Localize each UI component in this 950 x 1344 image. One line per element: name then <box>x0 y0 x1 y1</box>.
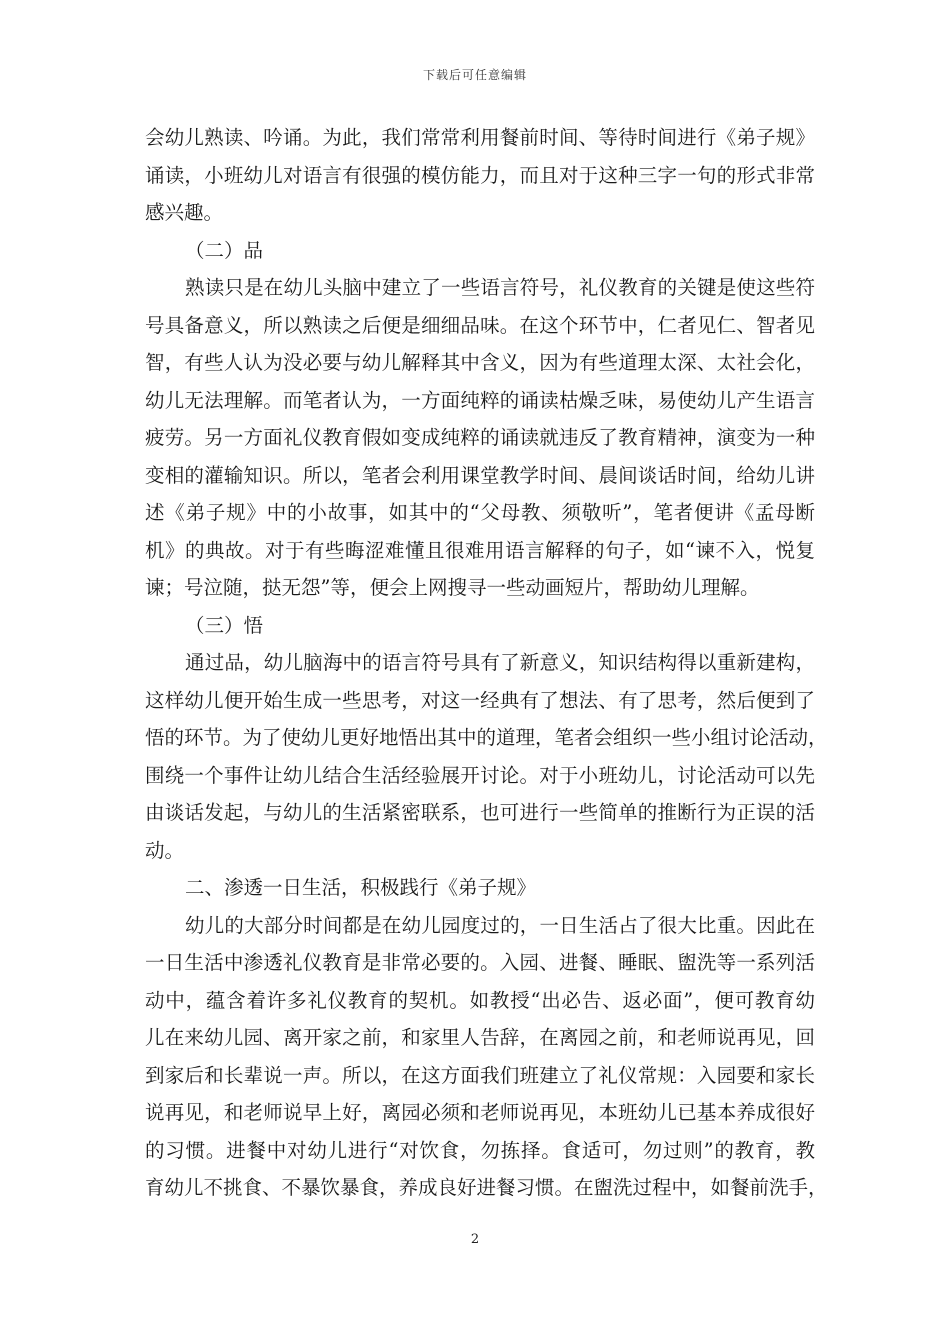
text-line: 幼儿的大部分时间都是在幼儿园度过的，一日生活占了很大比重。因此在 <box>185 913 815 937</box>
text-line: 的习惯。进餐中对幼儿进行“对饮食，勿拣择。食适可，勿过则”的教育，教 <box>145 1138 815 1162</box>
page-number: 2 <box>470 1232 480 1247</box>
document-body <box>145 119 828 1207</box>
text-line: 到家后和长辈说一声。所以，在这方面我们班建立了礼仪常规：入园要和家长 <box>145 1063 815 1087</box>
text-line: 动。 <box>145 838 185 862</box>
text-line: 会幼儿熟读、吟诵。为此，我们常常利用餐前时间、等待时间进行《弟子规》 <box>145 126 815 149</box>
text-line: 述《弟子规》中的小故事，如其中的“父母教、须敬听”，笔者便讲《孟母断 <box>145 501 815 524</box>
text-line: 育幼儿不挑食、不暴饮暴食，养成良好进餐习惯。在盥洗过程中，如餐前洗手， <box>145 1176 828 1199</box>
text-line: （二）品 <box>185 238 264 262</box>
text-line: 感兴趣。 <box>145 201 224 224</box>
text-line: 通过品，幼儿脑海中的语言符号具有了新意义，知识结构得以重新建构， <box>185 651 815 674</box>
text-line: 谏；号泣随，挞无怨”等，便会上网搜寻一些动画短片，帮助幼儿理解。 <box>145 576 760 599</box>
text-line: 儿在来幼儿园、离开家之前，和家里人告辞，在离园之前，和老师说再见，回 <box>145 1026 815 1049</box>
page-header: 下载后可任意编辑 <box>422 68 527 82</box>
text-line: 智，有些人认为没必要与幼儿解释其中含义，因为有些道理太深、太社会化， <box>145 351 815 374</box>
text-line: 围绕一个事件让幼儿结合生活经验展开讨论。对于小班幼儿，讨论活动可以先 <box>145 763 815 787</box>
text-line: （三）悟 <box>185 613 264 637</box>
text-line: 诵读，小班幼儿对语言有很强的模仿能力，而且对于这种三字一句的形式非常 <box>145 163 815 187</box>
text-line: 疲劳。另一方面礼仪教育假如变成纯粹的诵读就违反了教育精神，演变为一种 <box>145 426 815 449</box>
text-line: 悟的环节。为了使幼儿更好地悟出其中的道理，笔者会组织一些小组讨论活动， <box>145 726 828 749</box>
text-line: 号具备意义，所以熟读之后便是细细品味。在这个环节中，仁者见仁、智者见 <box>145 313 815 337</box>
text-line: 熟读只是在幼儿头脑中建立了一些语言符号，礼仪教育的关键是使这些符 <box>185 276 815 299</box>
text-line: 二、渗透一日生活，积极践行《弟子规》 <box>185 876 537 899</box>
text-line: 这样幼儿便开始生成一些思考，对这一经典有了想法、有了思考，然后便到了 <box>145 688 815 712</box>
text-line: 一日生活中渗透礼仪教育是非常必要的。入园、进餐、睡眠、盥洗等一系列活 <box>145 951 815 974</box>
text-line: 机》的典故。对于有些晦涩难懂且很难用语言解释的句子，如“谏不入，悦复 <box>145 538 815 562</box>
text-line: 由谈话发起，与幼儿的生活紧密联系，也可进行一些简单的推断行为正误的活 <box>145 801 815 824</box>
text-line: 变相的灌输知识。所以，笔者会利用课堂教学时间、晨间谈话时间，给幼儿讲 <box>145 463 815 487</box>
text-line: 说再见，和老师说早上好，离园必须和老师说再见，本班幼儿已基本养成很好 <box>145 1101 815 1124</box>
text-line: 动中，蕴含着许多礼仪教育的契机。如教授“出必告、返必面”，便可教育幼 <box>145 988 815 1012</box>
text-line: 幼儿无法理解。而笔者认为，一方面纯粹的诵读枯燥乏味，易使幼儿产生语言 <box>145 388 815 412</box>
